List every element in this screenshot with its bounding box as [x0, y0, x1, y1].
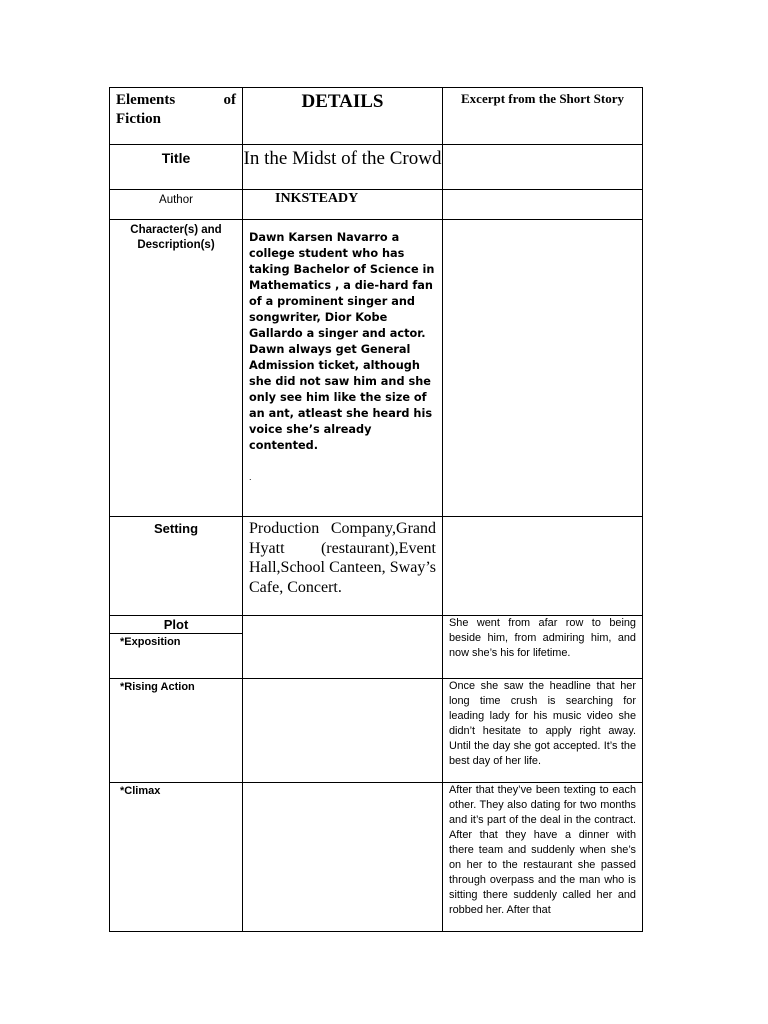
title-row — [110, 145, 643, 190]
author-name: INKSTEADY — [275, 191, 359, 206]
header-row — [110, 88, 643, 145]
characters-trailing-mark: . — [249, 472, 252, 482]
elements-header: Elements of Fiction — [116, 92, 236, 127]
exposition-excerpt: She went from afar row to being beside him, from admiring him, and now she’s his for lifetime. — [449, 617, 636, 659]
climax-label: *Climax — [120, 785, 161, 797]
characters-row — [110, 220, 643, 517]
author-row — [110, 190, 643, 220]
characters-label: Character(s) and Description(s) — [130, 224, 222, 251]
rising-action-excerpt: Once she saw the headline that her long time crush is searching for leading lady for his music video she didn’t hesitate to apply right away. Until the day she got accepted. It’s the best day of her life. — [449, 680, 636, 767]
excerpt-header: Excerpt from the Short Story — [461, 91, 624, 106]
characters-description: Dawn Karsen Navarro a college student who has taking Bachelor of Science in Mathematics , a die-hard fan of a prominent singer and songwriter, Dior Kobe Gallardo a singer and actor. Dawn always get General Admission ticket, although she did not saw him and she only see him like the size of an ant, atleast she heard his voice she’s already contented. — [249, 231, 435, 452]
climax-row — [110, 783, 643, 932]
rising-action-row — [110, 679, 643, 783]
exposition-row — [110, 616, 643, 679]
elements-of-fiction-table — [109, 87, 643, 932]
title-label: Title — [161, 150, 191, 166]
climax-excerpt: After that they’ve been texting to each other. They also dating for two months and it’s part of the deal in the contract. After that they have a dinner with there team and suddenly when she’s on her to the restaurant she passed through overpass and the man who is sitting there suddenly called her and robbed her. After that — [449, 784, 636, 916]
setting-row — [110, 517, 643, 616]
exposition-label: *Exposition — [120, 636, 181, 648]
plot-label: Plot — [110, 616, 242, 634]
rising-action-label: *Rising Action — [120, 681, 195, 693]
details-header: DETAILS — [301, 91, 384, 112]
details-header-cell — [243, 88, 443, 145]
setting-value: Production Company,Grand Hyatt (restaurant),Event Hall,School Canteen, Sway’s Cafe, Concert. — [249, 520, 436, 596]
setting-label: Setting — [153, 521, 199, 536]
author-label: Author — [159, 194, 193, 206]
excerpt-header-cell — [443, 88, 643, 145]
story-title: In the Midst of the Crowd — [243, 148, 442, 169]
elements-header-cell — [110, 88, 243, 145]
